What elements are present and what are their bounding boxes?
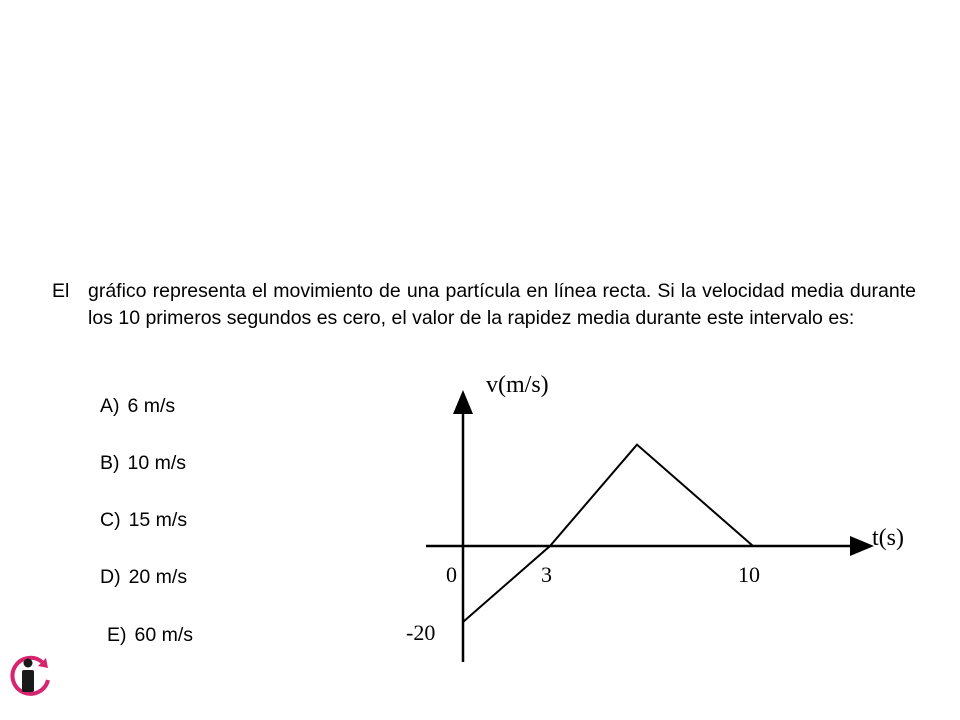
series-line-0 [463,445,753,622]
option-letter: A) [100,395,120,417]
option-letter: D) [100,566,121,588]
x-axis-label: t(s) [872,525,904,551]
option-value: 15 m/s [128,509,188,531]
y-tick-neg20: -20 [406,620,436,645]
option-value: 60 m/s [134,624,194,646]
y-axis-label: v(m/s) [486,372,549,398]
option-letter: E) [107,624,127,646]
y-axis-arrow [453,390,473,414]
option-value: 6 m/s [127,395,176,417]
x-axis-arrow [850,536,874,556]
option-value: 20 m/s [128,566,188,588]
x-tick-0: 0 [446,562,457,587]
x-tick-10: 10 [738,562,760,587]
x-tick-3: 3 [541,562,552,587]
info-logo-icon[interactable] [8,654,54,698]
option-letter: C) [100,509,121,531]
question-body: gráfico representa el movimiento de una partícula en línea recta. Si la velocidad media durante los 10 primeros segundos es cero, el valor de la rapidez media durante este intervalo es: [88,280,916,329]
option-value: 10 m/s [127,452,187,474]
option-letter: B) [100,452,120,474]
question-lead: El [52,280,70,302]
